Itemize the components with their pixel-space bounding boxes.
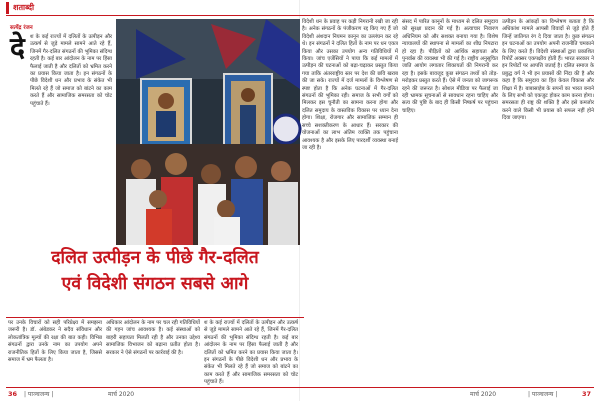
right-magazine-name: | पाञ्चजन्य |	[528, 391, 558, 398]
headline-block	[6, 245, 304, 315]
column-4: विदेशी धन के प्रवाह पर कड़ी निगरानी रखी जा रही है। अनेक संगठनों के पंजीकरण रद्द किए गए हैं जो विदेशी अंशदान नियमन कानून का उल्लंघन कर रहे थे। इन संगठनों ने दलित हितों के नाम पर धन एकत्र किया और उसका उपयोग अन्य गतिविधियों में किया। जांच एजेंसियों ने पाया कि कई मामलों में उत्पीड़न की घटनाओं को बढ़ा-चढ़ाकर प्रस्तुत किया गया ताकि अंतरराष्ट्रीय स्तर पर देश की छवि खराब की जा सके। राज्यों में दर्ज मामलों के विश्लेषण से स्पष्ट होता है कि अनेक घटनाओं में गैर-दलित संगठनों की भूमिका रही। समाज के सभी वर्गों को मिलकर इस चुनौती का सामना करना होगा और दलित समुदाय के वास्तविक विकास पर ध्यान देना होगा। शिक्षा, रोजगार और सामाजिक सम्मान ही सच्चे सशक्तीकरण के आधार हैं। सरकार की योजनाओं का लाभ अंतिम व्यक्ति तक पहुंचाना आवश्यक है और इसके लिए पारदर्शी व्यवस्था बनाई जा रही है।	[302, 19, 398, 151]
right-page-number: 37	[582, 390, 592, 398]
byline: सत्येंद्र रंजन	[10, 25, 33, 31]
section-tag: शताब्दी	[6, 2, 40, 14]
column-3-bottom: श के कई राज्यों में दलितों के उत्पीड़न और उत्कर्ष से जुड़े मामले सामने आते रहे हैं, जिनमें गैर-दलित संगठनों की भूमिका संदिग्ध रहती है। कई बार आंदोलन के नाम पर हिंसा फैलाई जाती है और दलितों को भ्रमित करने का प्रयास किया जाता है। इन संगठनों के पीछे विदेशी धन और प्रभाव के संकेत भी मिलते रहे हैं जो समाज को बांटने का काम करते हैं और सामाजिक समरसता को चोट पहुंचाते हैं।	[204, 320, 298, 386]
column-2-bottom: अधिकार आंदोलन के नाम पर चल रही गतिविधियों की गहन जांच आवश्यक है। कई संस्थाओं को बाहरी सहायता मिलती रही है और उनका उद्देश्य सामाजिक विभाजन को बढ़ाना प्रतीत होता है। सरकार ने ऐसे संगठनों पर कार्रवाई की है।	[106, 320, 200, 356]
column-1-top: श के कई राज्यों में दलितों के उत्पीड़न और उत्कर्ष से जुड़े मामले सामने आते रहे हैं, जिनमें गैर-दलित संगठनों की भूमिका संदिग्ध रहती है। कई बार आंदोलन के नाम पर हिंसा फैलाई जाती है और दलितों को भ्रमित करने का प्रयास किया जाता है। इन संगठनों के पीछे विदेशी धन और प्रभाव के संकेत भी मिलते रहे हैं जो समाज को बांटने का काम करते हैं और सामाजिक समरसता को चोट पहुंचाते हैं।	[30, 34, 112, 107]
left-page-number: 36	[8, 390, 18, 398]
headline-line-1: दलित उत्पीड़न के पीछे गैर-दलित	[51, 248, 259, 268]
column-5: संसद में पारित कानूनों के माध्यम से दलित समुदाय को सुरक्षा प्रदान की गई है। अत्याचार निवारण अधिनियम को और सशक्त बनाया गया है। विशेष न्यायालयों की स्थापना से मामलों का शीघ्र निपटारा हो रहा है। पीड़ितों को आर्थिक सहायता और पुनर्वास की व्यवस्था भी की गई है। राष्ट्रीय अनुसूचित जाति आयोग लगातार शिकायतों की निगरानी कर रहा है। इसके बावजूद कुछ संगठन तथ्यों को तोड़-मरोड़कर प्रस्तुत करते हैं। ऐसे में जनता को जागरूक रहने की जरूरत है। सोशल मीडिया पर फैलाई जा रही भ्रामक सूचनाओं से सावधान रहना चाहिए और सत्य की पुष्टि के बाद ही किसी निष्कर्ष पर पहुंचना चाहिए।	[402, 19, 498, 114]
headline-rule	[6, 317, 304, 318]
column-6: उत्पीड़न के आंकड़ों का विश्लेषण बताता है कि अधिकांश मामले आपसी विवादों से जुड़े होते हैं जिन्हें जातिगत रंग दे दिया जाता है। कुछ संगठन इन घटनाओं का उपयोग अपनी राजनीति चमकाने के लिए करते हैं। विदेशी संस्थाओं द्वारा प्रकाशित रिपोर्टें अक्सर एकपक्षीय होती हैं। भारत सरकार ने इन रिपोर्टों पर आपत्ति जताई है। दलित समाज के प्रबुद्ध वर्ग ने भी इन प्रयासों की निंदा की है और कहा है कि समुदाय का हित केवल विकास और शिक्षा में है। बाबासाहेब के सपनों का भारत बनाने के लिए सभी को एकजुट होकर काम करना होगा। समरसता ही राष्ट्र की शक्ति है और इसे कमजोर करने वाले किसी भी प्रयास को सफल नहीं होने दिया जाएगा।	[502, 19, 594, 122]
page-header	[0, 0, 600, 18]
left-magazine-name: | पाञ्चजन्य |	[24, 391, 54, 398]
drop-cap: दे	[10, 31, 25, 64]
page-footer	[0, 387, 600, 401]
rally-photo	[116, 19, 300, 245]
left-issue-date: मार्च 2020	[108, 391, 135, 398]
footer-rule	[6, 387, 594, 388]
headline-line-2: एवं विदेशी संगठन सबसे आगे	[61, 274, 249, 294]
right-issue-date: मार्च 2020	[470, 391, 497, 398]
header-rule	[6, 15, 594, 16]
column-1-bottom: पर उनके विचारों को सही परिप्रेक्ष्य में समझना जरूरी है। डॉ. अंबेडकर ने सदैव संविधान और लोकतांत्रिक मूल्यों की रक्षा की बात कही। विभिन्न संगठनों द्वारा उनके नाम का उपयोग अपने राजनीतिक हितों के लिए किया जाता है, जिससे समाज में भ्रम फैलता है।	[8, 320, 102, 364]
rally-illustration	[116, 19, 300, 245]
